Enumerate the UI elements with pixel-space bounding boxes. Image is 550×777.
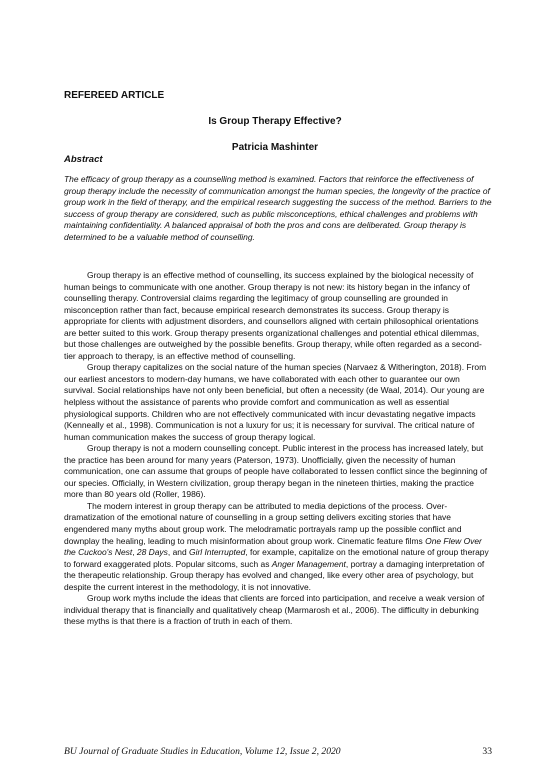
body-paragraph (64, 501, 492, 593)
abstract-text: The efficacy of group therapy as a counselling method is examined. Factors that reinforce the effectiveness of group therapy include the necessity of communication amongst the human species, the longevity of the practice of group work in the field of therapy, and the empirical research suggesting the success of the method. Barriers to the success of group therapy are considered, such as public misconceptions, ethical challenges and problems with maintaining confidentiality. A balanced appraisal of both the pros and cons are deliberated. Group therapy is determined to be a valuable method of counselling. (64, 174, 492, 242)
film-title: Girl Interrupted (189, 547, 246, 558)
page-number: 33 (482, 746, 492, 757)
text-run: , portray a damaging interpretation of the therapeutic relationship. Group therapy has evolved and changed, like every other area of psychology, but despite the current interest in the methodology, it is not innovative. (64, 558, 485, 592)
abstract-heading: Abstract (64, 154, 103, 165)
film-title: 28 Days (136, 547, 168, 558)
film-title: One Flew Over the Cuckoo's Nest (64, 535, 482, 558)
article-body (64, 270, 492, 628)
text-run: The modern interest in group therapy can be attributed to media depictions of the process. Over-dramatization of the emotional nature of counselling in a group setting delivers exciting stories that have engendered many myths about group work. The melodramatic portrayals ramp up the possible conflict and downplay the healing, leading to much misinformation about group work. Cinematic feature films (64, 500, 462, 546)
article-title: Is Group Therapy Effective? (208, 116, 342, 127)
author-name: Patricia Mashinter (231, 142, 319, 153)
text-run: , for example, capitalize on the emotional nature of group therapy to forward exaggerated plots. Popular sitcoms, such as (64, 547, 489, 569)
journal-citation: BU Journal of Graduate Studies in Education, Volume 12, Issue 2, 2020 (64, 746, 341, 757)
text-run: , (132, 547, 137, 558)
body-paragraph: Group therapy is an effective method of counselling, its success explained by the biological necessity of human beings to communicate with one another. Group therapy is not new: its history began in the infancy of counselling therapy. Controversial claims regarding the legitimacy of group counselling are grounded in misconception rather than fact, because empirical research demonstrates its success. Group therapy is appropriate for clients with adjustment disorders, and counsellors aligned with certain philosophical orientations are better suited to this work. Group therapy presents organizational challenges and potential ethical dilemmas, but those challenges are outweighed by the possible benefits. Group therapy, while often regarded as a second-tier approach to therapy, is an effective method of counselling. (64, 270, 482, 361)
body-paragraph: Group therapy capitalizes on the social nature of the human species (Narvaez & Witherington, 2018). From our earliest ancestors to modern-day humans, we have collaborated with each other to guarantee our own survival. Social relationships have not only been beneficial, but often a necessity (de Waal, 2014). Our young are helpless without the assistance of parents who provide comfort and communication as well as essential physiological supports. Children who are not effectively communicated with incur devastating negative impacts (Kenneally et al., 1998). Communication is not a luxury for us; it is necessary for survival. The critical nature of human communication makes the success of group therapy logical. (64, 362, 487, 442)
show-title: Anger Management (271, 558, 346, 569)
body-paragraph: Group work myths include the ideas that clients are forced into participation, and receive a weak version of individual therapy that is financially and qualitatively cheap (Marmarosh et al., 2006). The difficulty in debunking these myths is that there is a fraction of truth in each of them. (64, 593, 485, 627)
text-run: , and (167, 547, 189, 558)
article-type-label: REFEREED ARTICLE (64, 90, 165, 101)
body-paragraph: Group therapy is not a modern counselling concept. Public interest in the process has increased lately, but the practice has been around for many years (Paterson, 1973). Unofficially, given the necessity of human communication, one can assume that groups of people have collaborated to lessen conflict since the beginning of our species. Officially, in Western civilization, group therapy began in the nineteen thirties, making the practice more than 80 years old (Roller, 1986). (64, 443, 488, 500)
